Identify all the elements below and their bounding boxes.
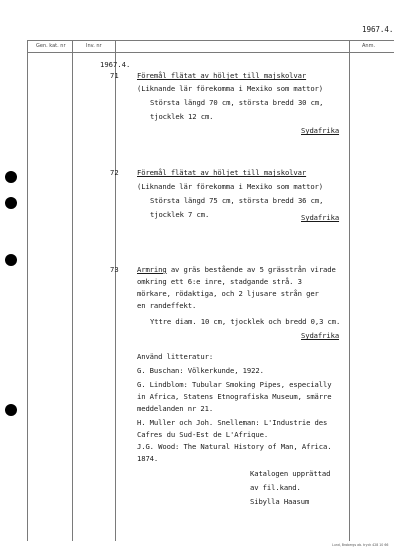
group-date: 1967.4. — [100, 60, 131, 69]
header-rule-top — [27, 40, 394, 41]
literature-line-2: G. Lindblom: Tubular Smoking Pipes, especially — [137, 380, 332, 389]
entry-73-line1-text: av gräs bestående av 5 grässtrån virade — [166, 265, 336, 274]
header-rule-bottom — [27, 52, 394, 53]
punch-hole-4 — [5, 404, 17, 416]
entry-71-origin: Sydafrika — [301, 126, 340, 135]
entry-71-title: Föremål flätat av höljet till majskolvar — [137, 71, 307, 80]
entry-73-line3: mörkare, rödaktiga, och 2 ljusare strån ger — [137, 289, 319, 298]
entry-72-origin: Sydafrika — [301, 213, 340, 222]
signature-line-1: Katalogen upprättad — [250, 469, 331, 478]
entry-73-origin: Sydafrika — [301, 331, 340, 340]
entry-73-line1 — [137, 265, 336, 275]
literature-line-4: meddelanden nr 21. — [137, 404, 214, 413]
punch-hole-2 — [5, 197, 17, 209]
entry-71-number: 71 — [110, 71, 119, 80]
literature-line-7: J.G. Wood: The Natural History of Man, Africa. — [137, 442, 332, 451]
entry-72-line1: (Liknande lär förekomma i Mexiko som mattor) — [137, 182, 323, 191]
entry-72-line2: Största längd 75 cm, största bredd 36 cm, — [150, 196, 324, 205]
entry-73-line4: en randeffekt. — [137, 301, 197, 310]
literature-line-6: Cafres du Sud-Est de L'Afrique. — [137, 430, 269, 439]
printer-footer: Lund, Brobergs ab. tryck 428 10 66 — [332, 543, 389, 547]
column-rule-1 — [72, 40, 73, 541]
signature-line-2: av fil.kand. — [250, 483, 301, 492]
entry-71-line2: Största längd 70 cm, största bredd 30 cm, — [150, 98, 324, 107]
column-rule-left — [27, 40, 28, 541]
literature-heading: Använd litteratur: — [137, 352, 214, 361]
signature-line-3: Sibylla Haasum — [250, 497, 310, 506]
corner-date: 1967.4. — [362, 25, 394, 34]
column-rule-2 — [115, 40, 116, 541]
column-header-gen-kat: Gen. kat. nr — [36, 43, 66, 49]
entry-72-number: 72 — [110, 168, 119, 177]
entry-73-number: 73 — [110, 265, 119, 274]
entry-73-title: Armring — [137, 265, 167, 274]
literature-line-1: G. Buschan: Völkerkunde, 1922. — [137, 366, 264, 375]
literature-line-3: in Africa, Statens Etnografiska Museum, smärre — [137, 392, 332, 401]
entry-72-title: Föremål flätat av höljet till majskolvar — [137, 168, 307, 177]
column-header-inv: Inv. nr — [86, 43, 102, 49]
entry-73-line5: Yttre diam. 10 cm, tjocklek och bredd 0,3 cm. — [150, 317, 341, 326]
punch-hole-3 — [5, 254, 17, 266]
entry-71-line3: tjocklek 12 cm. — [150, 112, 214, 121]
punch-hole-1 — [5, 171, 17, 183]
entry-73-line2: omkring ett 6:e inre, stadgande strå. 3 — [137, 277, 302, 286]
literature-line-8: 1874. — [137, 454, 159, 463]
entry-71-line1: (Liknande lär förekomma i Mexiko som mattor) — [137, 84, 323, 93]
literature-line-5: H. Muller och Joh. Snelleman: L'Industrie des — [137, 418, 328, 427]
entry-72-line3: tjocklek 7 cm. — [150, 210, 210, 219]
column-header-anm: Anm. — [362, 43, 376, 49]
column-rule-3 — [349, 40, 350, 541]
